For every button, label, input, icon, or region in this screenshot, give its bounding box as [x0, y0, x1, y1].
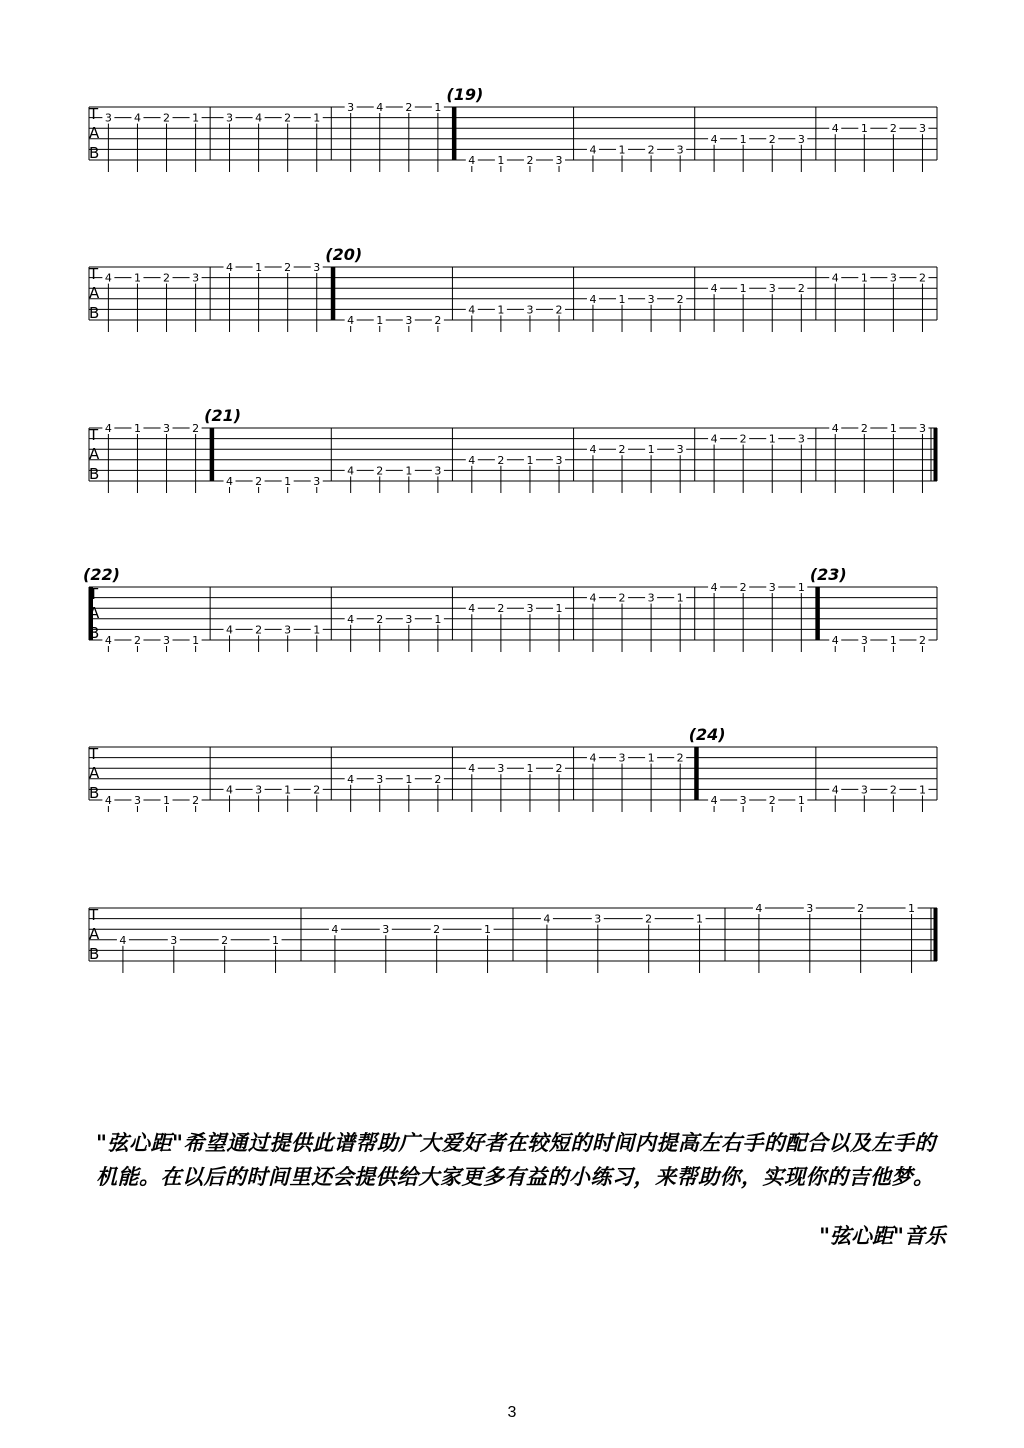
fret-number: 1 — [908, 902, 916, 915]
fret-number: 3 — [806, 902, 814, 915]
tab-clef-letter: T — [89, 265, 99, 283]
tab-measure — [829, 747, 937, 812]
fret-number: 4 — [543, 912, 551, 926]
fret-number: 4 — [710, 581, 718, 594]
fret-number: 3 — [918, 122, 926, 136]
tab-measure — [117, 908, 301, 973]
tab-clef-letter: T — [89, 906, 99, 924]
page-number: 3 — [507, 1404, 517, 1421]
fret-number: 4 — [710, 282, 718, 296]
tab-measure — [587, 428, 695, 493]
fret-number: 2 — [647, 143, 655, 157]
fret-number: 4 — [347, 314, 355, 327]
fret-number: 3 — [860, 634, 868, 647]
tab-clef-letter: A — [89, 925, 100, 943]
fret-number: 1 — [484, 923, 492, 937]
fret-number: 4 — [119, 933, 127, 947]
fret-number: 2 — [555, 303, 563, 317]
fret-number: 3 — [347, 101, 355, 114]
fret-number: 3 — [647, 292, 655, 306]
fret-number: 4 — [468, 762, 476, 776]
fret-number: 3 — [555, 154, 563, 167]
tab-clef-letter: B — [89, 304, 100, 322]
fret-number: 2 — [434, 314, 442, 327]
section-number: (22) — [83, 565, 120, 584]
fret-number: 1 — [497, 154, 505, 167]
fret-number: 2 — [163, 271, 171, 285]
fret-number: 4 — [104, 794, 112, 807]
fret-number: 1 — [555, 602, 563, 616]
tab-measure — [466, 747, 574, 812]
fret-number: 2 — [133, 634, 141, 647]
fret-number: 2 — [768, 794, 776, 807]
fret-number: 3 — [226, 111, 234, 125]
tab-measure — [466, 267, 574, 332]
tab-measure — [345, 101, 453, 172]
tab-clef-letter: T — [89, 426, 99, 444]
fret-number: 4 — [226, 261, 234, 274]
fret-number: 1 — [192, 111, 200, 125]
fret-number: 2 — [918, 634, 926, 647]
fret-number: 3 — [860, 783, 868, 797]
fret-number: 4 — [710, 432, 718, 446]
fret-number: 2 — [645, 912, 653, 926]
fret-number: 1 — [860, 122, 868, 136]
fret-number: 2 — [797, 282, 805, 296]
tab-clef-letter: A — [89, 604, 100, 622]
fret-number: 3 — [163, 634, 171, 647]
fret-number: 3 — [768, 282, 776, 296]
tab-measure — [224, 587, 332, 652]
fret-number: 1 — [405, 464, 413, 478]
fret-number: 2 — [497, 602, 505, 616]
fret-number: 2 — [284, 261, 292, 274]
fret-number: 4 — [104, 634, 112, 647]
fret-number: 3 — [889, 271, 897, 285]
tab-system — [83, 565, 937, 652]
fret-number: 1 — [405, 772, 413, 786]
fret-number: 3 — [768, 581, 776, 594]
fret-number: 2 — [918, 271, 926, 285]
footer-note: "弦心距"希望通过提供此谱帮助广大爱好者在较短的时间内提高左右手的配合以及左手的机能。在以后的时间里还会提供给大家更多有益的小练习，来帮助你，实现你的吉他梦。 — [96, 1130, 936, 1189]
fret-number: 1 — [272, 933, 280, 947]
fret-number: 1 — [696, 912, 704, 926]
tab-measure — [102, 747, 210, 812]
fret-number: 2 — [526, 154, 534, 167]
fret-number: 3 — [313, 261, 321, 274]
fret-number: 4 — [347, 464, 355, 478]
fret-number: 1 — [889, 422, 897, 435]
fret-number: 2 — [857, 902, 865, 915]
fret-number: 4 — [755, 902, 763, 915]
fret-number: 2 — [889, 783, 897, 797]
fret-number: 3 — [618, 751, 626, 765]
tab-measure — [345, 428, 453, 493]
fret-number: 2 — [739, 581, 747, 594]
tab-clef-letter: B — [89, 784, 100, 802]
fret-number: 2 — [405, 101, 413, 114]
fret-number: 4 — [347, 612, 355, 626]
fret-number: 4 — [710, 794, 718, 807]
fret-number: 4 — [589, 143, 597, 157]
fret-number: 4 — [589, 443, 597, 457]
fret-number: 1 — [434, 612, 442, 626]
tab-measure — [345, 747, 453, 812]
tab-measure — [829, 267, 937, 332]
tab-measure — [708, 581, 816, 652]
fret-number: 2 — [284, 111, 292, 125]
fret-number: 1 — [647, 751, 655, 765]
fret-number: 1 — [434, 101, 442, 114]
fret-number: 3 — [104, 111, 112, 125]
fret-number: 1 — [889, 634, 897, 647]
fret-number: 2 — [255, 623, 263, 637]
fret-number: 4 — [331, 923, 339, 937]
tab-measure — [708, 267, 816, 332]
fret-number: 4 — [589, 591, 597, 605]
tab-measure — [829, 107, 937, 172]
fret-number: 2 — [676, 292, 684, 306]
fret-number: 3 — [797, 132, 805, 146]
fret-number: 1 — [860, 271, 868, 285]
tab-clef-letter: B — [89, 144, 100, 162]
tab-measure — [102, 107, 210, 172]
tab-system — [88, 902, 937, 973]
fret-number: 3 — [405, 314, 413, 327]
fret-number: 3 — [313, 475, 321, 488]
fret-number: 2 — [497, 453, 505, 467]
tab-measure — [345, 587, 453, 652]
fret-number: 3 — [405, 612, 413, 626]
fret-number: 2 — [618, 591, 626, 605]
fret-number: 4 — [468, 303, 476, 317]
fret-number: 3 — [797, 432, 805, 446]
fret-number: 4 — [133, 111, 141, 125]
fret-number: 2 — [676, 751, 684, 765]
fret-number: 3 — [918, 422, 926, 435]
fret-number: 4 — [226, 475, 234, 488]
fret-number: 1 — [284, 783, 292, 797]
fret-number: 4 — [589, 751, 597, 765]
tab-measure — [587, 107, 695, 172]
fret-number: 3 — [133, 794, 141, 807]
fret-number: 1 — [768, 432, 776, 446]
fret-number: 2 — [192, 422, 200, 435]
tab-clef-letter: T — [89, 105, 99, 123]
fret-number: 1 — [797, 794, 805, 807]
fret-number: 2 — [739, 432, 747, 446]
tab-measure — [541, 908, 725, 973]
tab-clef-letter: A — [89, 764, 100, 782]
tab-measure — [102, 422, 210, 493]
tab-measure — [587, 587, 695, 652]
fret-number: 4 — [468, 154, 476, 167]
fret-number: 2 — [376, 464, 384, 478]
footer-signature: "弦心距"音乐 — [819, 1223, 946, 1248]
fret-number: 4 — [468, 453, 476, 467]
fret-number: 3 — [163, 422, 171, 435]
fret-number: 4 — [347, 772, 355, 786]
fret-number: 3 — [170, 933, 178, 947]
tab-clef-letter: T — [89, 585, 99, 603]
fret-number: 3 — [526, 303, 534, 317]
fret-number: 3 — [647, 591, 655, 605]
tab-measure — [829, 422, 935, 493]
fret-number: 4 — [710, 132, 718, 146]
fret-number: 2 — [555, 762, 563, 776]
fret-number: 4 — [831, 122, 839, 136]
fret-number: 3 — [739, 794, 747, 807]
fret-number: 1 — [739, 282, 747, 296]
fret-number: 1 — [255, 261, 263, 274]
fret-number: 4 — [226, 623, 234, 637]
fret-number: 4 — [468, 602, 476, 616]
fret-number: 3 — [594, 912, 602, 926]
fret-number: 1 — [133, 271, 141, 285]
fret-number: 2 — [192, 794, 200, 807]
fret-number: 4 — [831, 783, 839, 797]
section-number: (24) — [688, 725, 726, 744]
tab-measure — [224, 747, 332, 812]
tab-measure — [708, 107, 816, 172]
tab-clef-letter: B — [89, 465, 100, 483]
tab-measure — [587, 267, 695, 332]
fret-number: 2 — [313, 783, 321, 797]
tab-clef-letter: A — [89, 284, 100, 302]
fret-number: 3 — [497, 762, 505, 776]
tab-measure — [753, 902, 936, 973]
fret-number: 1 — [284, 475, 292, 488]
fret-number: 1 — [133, 422, 141, 435]
tab-measure — [466, 428, 574, 493]
section-number: (21) — [204, 406, 242, 425]
tab-measure — [224, 107, 332, 172]
tab-measure — [224, 261, 332, 332]
fret-number: 1 — [313, 623, 321, 637]
fret-number: 4 — [104, 271, 112, 285]
fret-number: 3 — [376, 772, 384, 786]
section-number: (19) — [446, 85, 484, 104]
fret-number: 3 — [192, 271, 200, 285]
tab-measure — [102, 267, 210, 332]
tab-clef-letter: B — [89, 624, 100, 642]
fret-number: 1 — [376, 314, 384, 327]
section-number: (23) — [809, 565, 847, 584]
tab-clef-letter: A — [89, 124, 100, 142]
fret-number: 2 — [163, 111, 171, 125]
fret-number: 1 — [618, 143, 626, 157]
tab-system — [88, 85, 937, 172]
fret-number: 1 — [739, 132, 747, 146]
fret-number: 1 — [526, 453, 534, 467]
fret-number: 3 — [284, 623, 292, 637]
fret-number: 1 — [618, 292, 626, 306]
fret-number: 4 — [831, 422, 839, 435]
fret-number: 1 — [313, 111, 321, 125]
fret-number: 3 — [434, 464, 442, 478]
fret-number: 1 — [497, 303, 505, 317]
fret-number: 3 — [676, 143, 684, 157]
tab-measure — [708, 428, 816, 493]
section-number: (20) — [325, 245, 363, 264]
fret-number: 1 — [918, 783, 926, 797]
fret-number: 2 — [255, 475, 263, 488]
fret-number: 2 — [434, 772, 442, 786]
fret-number: 4 — [376, 101, 384, 114]
fret-number: 3 — [555, 453, 563, 467]
fret-number: 4 — [104, 422, 112, 435]
fret-number: 2 — [376, 612, 384, 626]
fret-number: 3 — [255, 783, 263, 797]
tab-clef-letter: A — [89, 445, 100, 463]
fret-number: 2 — [889, 122, 897, 136]
tab-measure — [587, 747, 695, 812]
tab-system — [88, 406, 937, 493]
fret-number: 1 — [192, 634, 200, 647]
fret-number: 1 — [526, 762, 534, 776]
fret-number: 1 — [163, 794, 171, 807]
fret-number: 2 — [768, 132, 776, 146]
tab-clef-letter: B — [89, 945, 100, 963]
fret-number: 4 — [831, 634, 839, 647]
fret-number: 1 — [797, 581, 805, 594]
tab-measure — [329, 908, 513, 973]
fret-number: 2 — [433, 923, 441, 937]
fret-number: 3 — [382, 923, 390, 937]
fret-number: 2 — [618, 443, 626, 457]
fret-number: 3 — [526, 602, 534, 616]
fret-number: 4 — [589, 292, 597, 306]
fret-number: 4 — [831, 271, 839, 285]
tab-clef-letter: T — [89, 745, 99, 763]
fret-number: 3 — [676, 443, 684, 457]
fret-number: 1 — [676, 591, 684, 605]
fret-number: 4 — [226, 783, 234, 797]
fret-number: 2 — [221, 933, 229, 947]
tab-measure — [466, 587, 574, 652]
tab-system — [88, 725, 937, 812]
fret-number: 4 — [255, 111, 263, 125]
fret-number: 2 — [860, 422, 868, 435]
fret-number: 1 — [647, 443, 655, 457]
tab-system — [88, 245, 937, 332]
